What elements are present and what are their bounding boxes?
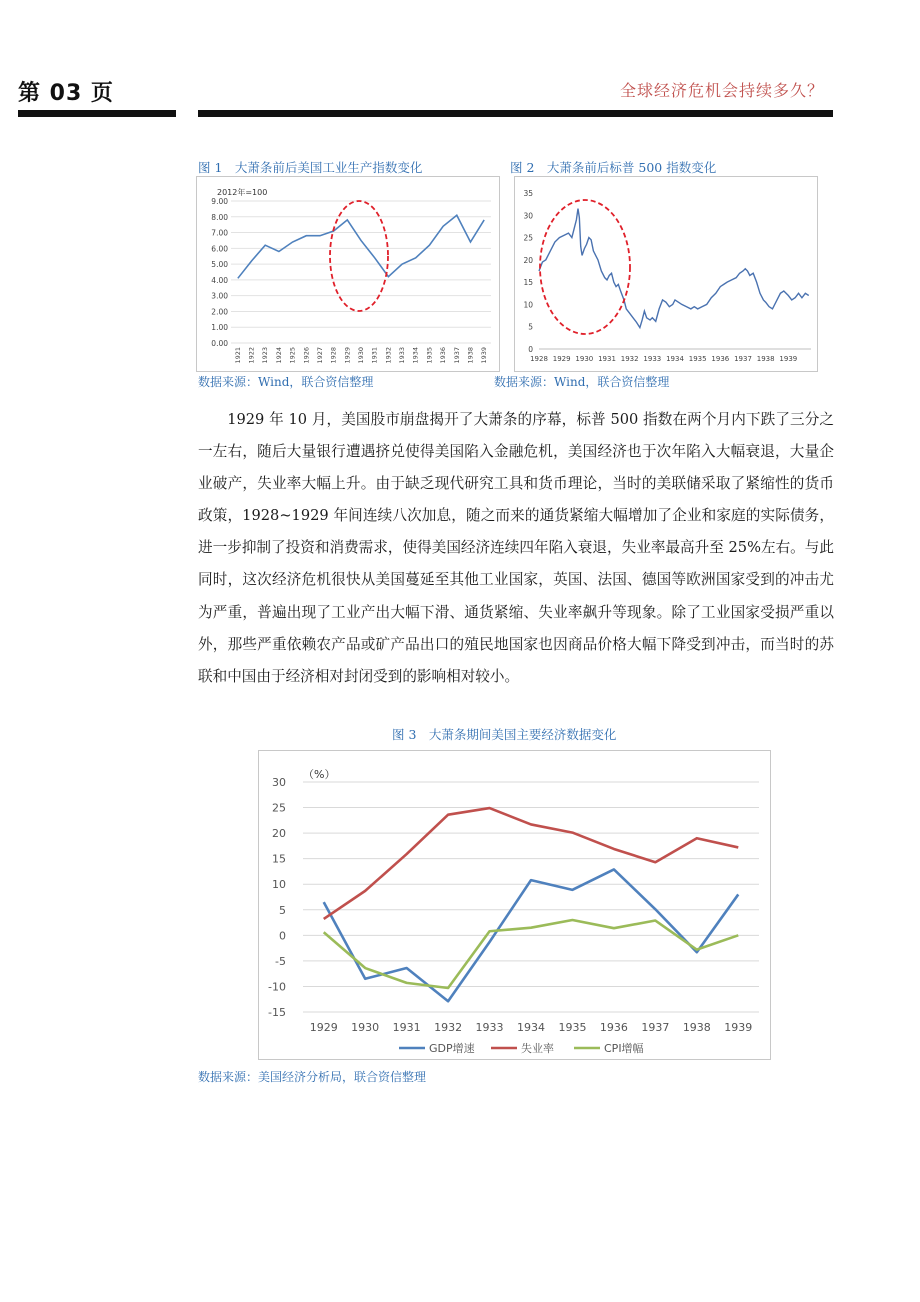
figure3-caption: 图 3 大萧条期间美国主要经济数据变化 — [392, 727, 617, 742]
figure3-x-tick: 1932 — [434, 1021, 463, 1034]
body-paragraph-block — [198, 404, 834, 693]
figure1-y-tick: 0.00 — [211, 339, 228, 348]
header-rule-right — [198, 110, 833, 117]
figure1-x-tick: 1924 — [274, 347, 283, 364]
figure3-x-tick: 1934 — [517, 1021, 545, 1034]
figure3-y-tick: 5 — [279, 903, 286, 917]
figure3-x-tick: 1933 — [475, 1021, 504, 1034]
figure3-x-tick: 1929 — [309, 1021, 338, 1034]
figure3-unit-label: （%） — [303, 768, 336, 781]
figure3-x-tick: 1939 — [724, 1021, 753, 1034]
figure1-source: 数据来源：Wind，联合资信整理 — [198, 375, 374, 389]
figure1-x-tick: 1931 — [370, 347, 379, 364]
figure1-y-tick: 4.00 — [211, 275, 228, 285]
figure1-x-tick: 1939 — [480, 347, 489, 364]
figure2-x-tick: 1935 — [688, 355, 707, 363]
figure2-x-tick: 1938 — [756, 355, 775, 363]
figure3-y-tick: 30 — [272, 776, 286, 789]
figure3-x-tick: 1931 — [392, 1021, 421, 1034]
figure2-y-tick: 20 — [523, 255, 533, 265]
figure3-y-tick: 25 — [272, 801, 286, 815]
figure1-x-tick: 1933 — [398, 347, 407, 364]
figure3-x-tick: 1936 — [599, 1021, 628, 1034]
figure2-y-tick: 35 — [523, 189, 533, 198]
figure3-y-tick: 15 — [272, 852, 286, 866]
figure3-legend-label: 失业率 — [521, 1042, 554, 1055]
figure2-frame — [514, 176, 818, 372]
figure1-y-tick: 7.00 — [211, 228, 228, 238]
figure1-y-tick: 5.00 — [211, 260, 228, 270]
figure1-y-tick: 1.00 — [211, 323, 228, 333]
figure1-x-tick: 1937 — [452, 347, 461, 364]
figure1-x-tick: 1930 — [357, 347, 365, 364]
figure1-x-tick: 1929 — [343, 347, 352, 364]
figure2-x-tick: 1929 — [552, 355, 571, 363]
figure2-series-line — [539, 209, 809, 328]
figure2-y-tick: 10 — [523, 300, 533, 310]
figure1-x-tick: 1923 — [261, 347, 270, 364]
body-paragraph: 1929 年 10 月，美国股市崩盘揭开了大萧条的序幕，标普 500 指数在两个月内下跌了三分之一左右，随后大量银行遭遇挤兑使得美国陷入金融危机，美国经济也于次年陷入大幅衰退，大量企业破产，失业率大幅上升。由于缺乏现代研究工具和货币理论，当时的美联储采取了紧缩性的货币政策，1928~1929 年间连续八次加息，随之而来的通货紧缩大幅增加了企业和家庭的实际债务，进一步抑制了投资和消费需求，使得美国经济连续四年陷入衰退，失业率最高升至 25%左右。与此同时，这次经济危机很快从美国蔓延至其他工业国家，英国、法国、德国等欧洲国家受到的冲击尤为严重，普遍出现了工业产出大幅下滑、通货紧缩、失业率飙升等现象。除了工业国家受损严重以外，那些严重依赖农产品或矿产品出口的殖民地国家也因商品价格大幅下降受到冲击，而当时的苏联和中国由于经济相对封闭受到的影响相对较小。 — [198, 411, 834, 685]
figure1-x-tick: 1922 — [247, 347, 256, 364]
figure2-x-tick: 1936 — [711, 355, 730, 363]
figure1-chart — [197, 177, 499, 371]
figure1-x-tick: 1926 — [302, 347, 311, 364]
figure2-x-tick: 1939 — [779, 355, 798, 363]
figure2-chart — [515, 177, 817, 371]
figure1-y-tick: 6.00 — [211, 244, 228, 254]
figure2-x-tick: 1937 — [734, 355, 752, 363]
figure3-y-tick: -10 — [268, 980, 286, 994]
figure3-x-tick: 1930 — [351, 1021, 380, 1034]
figure1-y-tick: 9.00 — [211, 197, 228, 206]
figure3-legend-label: CPI增幅 — [604, 1042, 644, 1055]
figure3-y-tick: -15 — [268, 1006, 286, 1019]
figure2-y-tick: 5 — [528, 322, 533, 332]
figure2-x-tick: 1934 — [666, 355, 684, 363]
figure2-x-tick: 1932 — [620, 355, 639, 363]
figure3-x-tick: 1937 — [641, 1021, 670, 1034]
header-rule-left — [18, 110, 176, 117]
figure1-frame — [196, 176, 500, 372]
figure3-y-tick: 10 — [272, 878, 286, 892]
figure3-y-tick: 0 — [279, 929, 286, 943]
figure1-x-tick: 1934 — [411, 347, 420, 364]
figure2-y-tick: 0 — [528, 345, 533, 354]
figure3-y-tick: -5 — [275, 954, 286, 968]
figure1-highlight-circle — [330, 201, 388, 311]
figure1-unit-label: 2012年=100 — [217, 188, 268, 197]
figure2-x-tick: 1933 — [643, 355, 662, 363]
figure2-x-tick: 1930 — [575, 355, 594, 363]
figure1-x-tick: 1927 — [315, 347, 324, 364]
figure1-x-tick: 1925 — [288, 347, 297, 364]
figure1-series-line — [238, 215, 484, 278]
figure3-series-line — [324, 808, 739, 919]
figure2-caption: 图 2 大萧条前后标普 500 指数变化 — [510, 160, 717, 175]
report-title: 全球经济危机会持续多久？ — [619, 81, 824, 100]
figure1-x-tick: 1935 — [425, 347, 434, 364]
figure3-frame — [258, 750, 771, 1060]
figure1-y-tick: 3.00 — [211, 291, 228, 301]
figure1-x-tick: 1928 — [329, 347, 338, 364]
figure1-x-tick: 1936 — [439, 347, 448, 364]
figure3-legend-label: GDP增速 — [429, 1042, 475, 1055]
figure2-y-tick: 30 — [523, 211, 533, 221]
figure1-y-tick: 2.00 — [211, 307, 228, 317]
figure1-x-tick: 1932 — [384, 347, 393, 364]
figure2-y-tick: 15 — [523, 278, 533, 288]
figure1-x-tick: 1938 — [466, 347, 475, 364]
figure1-y-tick: 8.00 — [211, 212, 228, 222]
page-number: 第 03 页 — [18, 81, 114, 106]
figure2-x-tick: 1928 — [530, 355, 548, 363]
figure3-chart — [259, 751, 770, 1059]
figure2-source: 数据来源：Wind，联合资信整理 — [494, 375, 670, 389]
figure3-y-tick: 20 — [272, 827, 286, 841]
figure1-caption: 图 1 大萧条前后美国工业生产指数变化 — [198, 160, 423, 175]
figure2-highlight-circle — [540, 200, 630, 334]
figure3-x-tick: 1935 — [558, 1021, 587, 1034]
figure2-y-tick: 25 — [523, 233, 533, 243]
figure3-x-tick: 1938 — [682, 1021, 711, 1034]
figure3-source: 数据来源：美国经济分析局，联合资信整理 — [198, 1070, 427, 1084]
figure1-x-tick: 1921 — [233, 347, 242, 364]
figure2-x-tick: 1931 — [598, 355, 616, 363]
